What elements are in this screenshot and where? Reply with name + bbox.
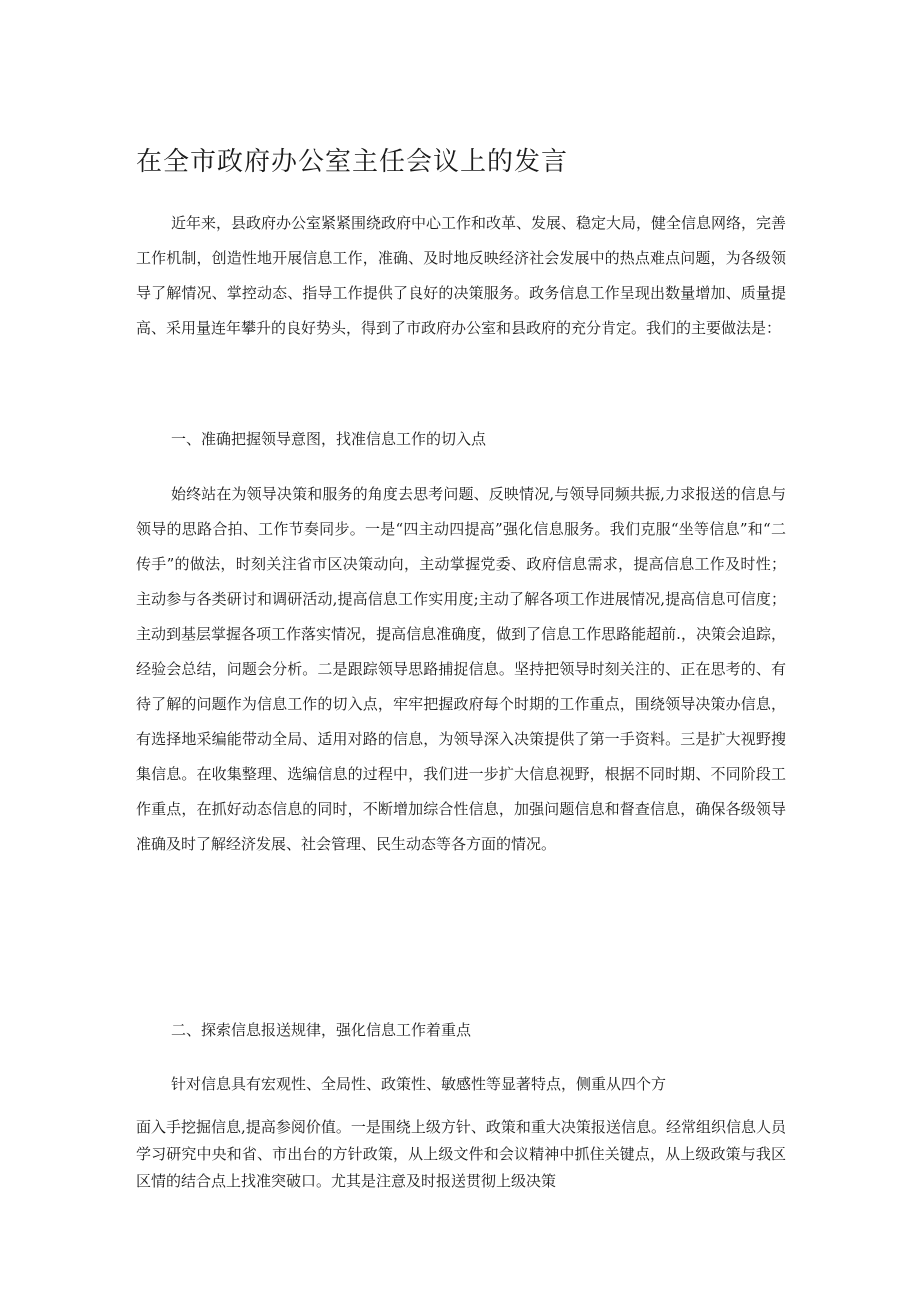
document-title: 在全市政府办公室主任会议上的发言 <box>136 147 569 177</box>
section-1-paragraph: 始终站在为领导决策和服务的角度去思考问题、反映情况,与领导同频共振,力求报送的信息与领导的思路合拍、工作节奏同步。一是“四主动四提高”强化信息服务。我们克服“坐等信息”和“二传手”的做法，时刻关注省市区决策动向，主动掌握党委、政府信息需求，提高信息工作及时性；主动参与各类研讨和调研活动,提高信息工作实用度;主动了解各项工作进展情况,提高信息可信度；主动到基层掌握各项工作落实情况，提高信息准确度，做到了信息工作思路能超前.，决策会追踪，经验会总结，问题会分析。二是跟踪领导思路捕捉信息。坚持把领导时刻关注的、正在思考的、有待了解的问题作为信息工作的切入点，牢牢把握政府每个时期的工作重点，围绕领导决策办信息，有选择地采编能带动全局、适用对路的信息，为领导深入决策提供了第一手资料。三是扩大视野搜集信息。在收集整理、选编信息的过程中，我们进一步扩大信息视野，根据不同时期、不同阶段工作重点，在抓好动态信息的同时，不断增加综合性信息，加强问题信息和督查信息，确保各级领导准确及时了解经济发展、社会管理、民生动态等各方面的情况。 <box>136 485 786 853</box>
intro-paragraph: 近年来，县政府办公室紧紧围绕政府中心工作和改革、发展、稳定大局，健全信息网络，完善工作机制，创造性地开展信息工作，准确、及时地反映经济社会发展中的热点难点问题，为各级领导了解情况、掌控动态、指导工作提供了良好的决策服务。政务信息工作呈现出数量增加、质量提高、采用量连年攀升的良好势头，得到了市政府办公室和县政府的充分肯定。我们的主要做法是： <box>136 214 787 337</box>
section-1-heading: 一、准确把握领导意图，找准信息工作的切入点 <box>171 430 487 448</box>
section-2-heading: 二、探索信息报送规律，强化信息工作着重点 <box>171 1021 472 1039</box>
section-2-paragraph: 面入手挖掘信息,提高参阅价值。一是围绕上级方针、政策和重大决策报送信息。经常组织信息人员学习研究中央和省、市出台的方针政策，从上级文件和会议精神中抓住关键点，从上级政策与我区区情的结合点上找准突破口。尤其是注意及时报送贯彻上级决策 <box>136 1118 786 1190</box>
section-2-lead-line: 针对信息具有宏观性、全局性、政策性、敏感性等显著特点，侧重从四个方 <box>171 1075 667 1093</box>
